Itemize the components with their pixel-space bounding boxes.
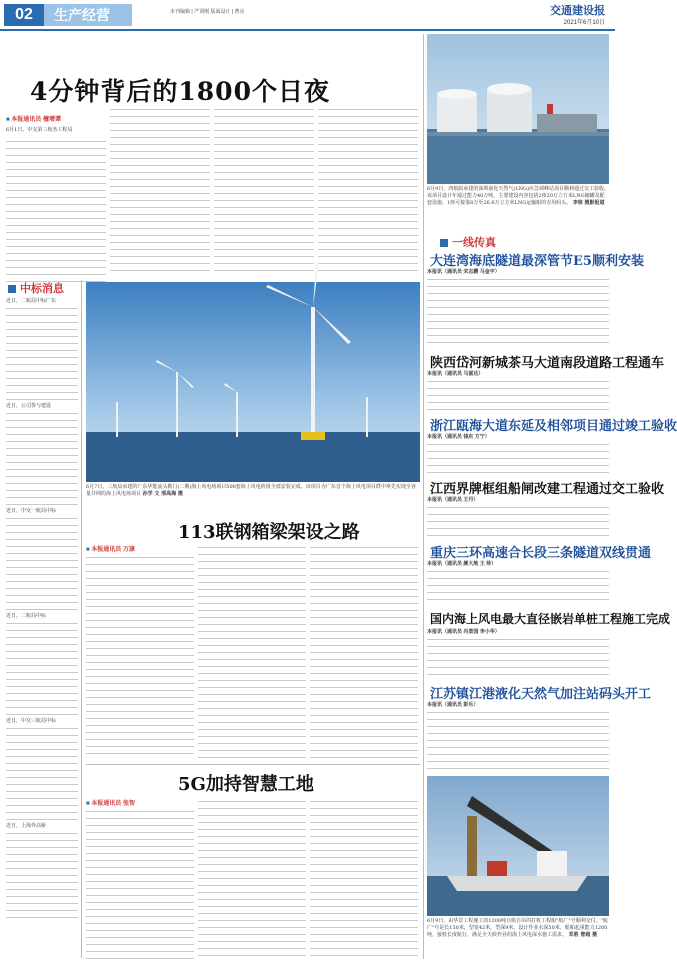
issue-date: 2021年6月10日 (563, 20, 605, 26)
lng-caption-text: 6月9日，四航院承建的深圳液化天然气(LNG)应急调峰站项目顺利通过交工验收。该项目设计年通过能力40万吨，主要建设内容包括2座20万立方米LNG储罐及配套设施、1座可接靠8万至26.6万立方米LNG运输船的专用码头。 (427, 186, 609, 206)
pile-ship-image (427, 776, 609, 916)
brief-item (6, 613, 78, 718)
frontline-story-5 (427, 560, 609, 605)
frontline-story-7 (427, 701, 609, 771)
steel-beam-col-3 (310, 544, 418, 759)
frontline-story-1-title: 大连湾海底隧道最深管节E5顺利安装 (430, 254, 644, 269)
column-divider (423, 34, 424, 959)
wind-caption-text: 6月7日，三航局承建的广东华能汕头勒门(二期)海上风电场项目500套海上风电机组全部安装完成。该项目为广东首个海上风电项目群中率先实现全容量并网的海上风电场项目 (86, 484, 416, 497)
story-2-byline: 本报讯（通讯员 马富达） (427, 371, 484, 377)
lead-text-1 (6, 127, 106, 287)
newspaper-name: 交通建设报 (550, 4, 605, 17)
brief-list (6, 298, 78, 958)
5g-site-headline: 5G加持智慧工地 (178, 774, 314, 795)
frontline-story-4 (427, 496, 609, 536)
frontline-story-2 (427, 370, 609, 410)
lead-paragraph-1: 6月1日，中交第三航务工程局 (6, 127, 73, 133)
frontline-story-3 (427, 433, 609, 473)
pile-caption-text: 6月9日，由华景工程施工的1200吨自航自吊的打桩工程船"航广"号顺利交付。"航广"号是长150米，型宽42米，型深9米，设计作业水深50米，船舶起重能力1200吨，接桩长度航行，满足全天候作业的海上风电深水施工需求。 (427, 918, 608, 938)
brief-item-6: 近日，上海外高桥 (6, 823, 47, 829)
steel-beam-col-1 (86, 544, 194, 759)
pile-caption-credit: 邓胜 曾超 摄 (568, 932, 598, 938)
section-marker (8, 285, 16, 293)
steel-beam-byline: ■ 本报通讯员 万康 (86, 544, 135, 553)
lead-text-3 (214, 106, 314, 276)
frontline-story-6 (427, 628, 609, 678)
brief-item-2: 近日，公司参与建设 (6, 403, 52, 409)
frontline-story-2-title: 陕西岱河新城茶马大道南段道路工程通车 (430, 356, 665, 371)
frontline-story-1 (427, 268, 609, 348)
lead-headline: 4分钟背后的1800个日夜 (30, 77, 330, 106)
lng-caption-credit: 李琼 摄影报道 (572, 200, 605, 206)
section-marker (440, 239, 448, 247)
header-rule (0, 29, 615, 31)
frontline-story-5-title: 重庆三环高速合长段三条隧道双线贯通 (430, 546, 652, 561)
story-6-byline: 本报讯（通讯员 冯景园 李小华） (427, 629, 500, 635)
pile-photo-caption (427, 918, 609, 962)
lng-station-image (427, 34, 609, 184)
brief-item (6, 508, 78, 613)
story-3-byline: 本报讯（通讯员 钱东 方宁） (427, 434, 490, 440)
frontline-story-4-title: 江西界牌框组船闸改建工程通过交工验收 (430, 482, 665, 497)
brief-item (6, 823, 78, 920)
steel-beam-headline: 113联钢箱梁架设之路 (178, 522, 360, 543)
story-4-byline: 本报讯（通讯员 王丹） (427, 497, 479, 503)
brief-item-3: 近日，中交一航局中标 (6, 508, 57, 514)
5g-site-col-2 (198, 798, 306, 960)
frontline-header (440, 234, 496, 250)
lng-station-photo (427, 34, 609, 184)
lng-photo-caption (427, 186, 609, 230)
lead-text-2 (110, 106, 210, 276)
section-title: 生产经营 (44, 4, 132, 26)
page-number: 02 (4, 4, 44, 26)
pile-ship-photo (427, 776, 609, 916)
5g-site-col-3 (310, 798, 418, 960)
wind-photo-caption (86, 484, 420, 514)
lead-column-1 (6, 106, 106, 276)
story-divider (86, 764, 420, 765)
brief-item (6, 298, 78, 403)
frontline-header-text: 一线传真 (452, 237, 496, 249)
wind-farm-image (86, 282, 420, 482)
brief-header (8, 280, 64, 296)
lead-byline: ■ 本报通讯员 檀增谭 (6, 114, 61, 123)
brief-item (6, 403, 78, 508)
story-7-byline: 本报讯（通讯员 彭乐） (427, 702, 479, 708)
5g-site-byline: ■ 本报通讯员 张智 (86, 798, 135, 807)
brief-item-4: 近日，二航局中标 (6, 613, 47, 619)
brief-divider (81, 280, 82, 958)
brief-item (6, 718, 78, 823)
brief-item-1: 近日，二航局中标广东 (6, 298, 57, 304)
lead-text-4 (318, 106, 418, 276)
story-1-byline: 本报讯（通讯员 宋志鹏 马金宇） (427, 269, 500, 275)
brief-header-text: 中标消息 (20, 283, 64, 295)
5g-site-col-1 (86, 798, 194, 960)
steel-beam-col-2 (198, 544, 306, 759)
frontline-story-3-title: 浙江瓯海大道东延及相邻项目通过竣工验收 (430, 419, 677, 434)
wind-caption-credit: 孙学 文 邢高海 摄 (142, 491, 183, 497)
page-header (0, 0, 615, 34)
frontline-story-6-title: 国内海上风电最大直径嵌岩单桩工程施工完成 (430, 612, 671, 626)
editor-credit: 本刊编辑 | 严训刚 版面设计 | 曹亮 (170, 9, 245, 15)
wind-farm-photo (86, 282, 420, 482)
frontline-story-7-title: 江苏镇江港液化天然气加注站码头开工 (430, 687, 652, 702)
brief-item-5: 近日，中交三航局中标 (6, 718, 57, 724)
story-5-byline: 本报讯（通讯员 颜大地 王 珍） (427, 561, 497, 567)
